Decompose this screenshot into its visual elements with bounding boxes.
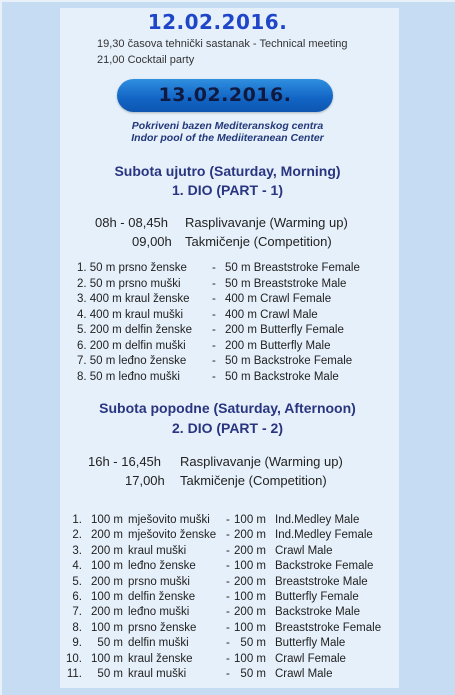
event-distance: 100 m (91, 652, 123, 665)
event-name-english: 400 m Crawl Female (225, 293, 332, 305)
event-distance: 100 m (91, 621, 123, 634)
event-name-local: delfin ženske (128, 591, 196, 603)
event-name-english: Breaststroke Female (275, 621, 382, 634)
event-number: 4. (72, 560, 82, 573)
event-distance-english: 100 m (234, 621, 266, 634)
event-name-local: mješovito muški (128, 514, 210, 526)
event-name-local: kraul muški (128, 668, 187, 680)
event-name-local: 6. 200 m delfin muški (77, 339, 186, 352)
part1-competition-time: 09,00h (132, 234, 172, 249)
event-separator: - (226, 560, 230, 573)
event-number: 1. (72, 514, 82, 526)
event-separator: - (226, 606, 230, 619)
event-distance-english: 200 m (234, 575, 266, 588)
event-separator: - (212, 370, 216, 383)
event-distance-english: 200 m (234, 606, 266, 619)
event-distance: 200 m (91, 575, 123, 588)
part1-warmup-label: Rasplivavanje (Warming up) (185, 215, 348, 230)
event-number: 5. (72, 575, 82, 588)
event-name-local: 2. 50 m prsno muški (77, 277, 181, 290)
event-name-english: Ind.Medley Female (275, 529, 373, 542)
event-distance-english: 100 m (234, 560, 266, 573)
event-distance: 200 m (91, 606, 123, 619)
date-heading-day1: 12.02.2016. (147, 10, 288, 34)
event-name-local: prsno muški (128, 575, 190, 588)
event-name-local: 8. 50 m leđno muški (77, 370, 180, 383)
event-number: 10. (66, 652, 82, 665)
event-name-english: 200 m Butterfly Female (225, 324, 344, 336)
event-name-english: Backstroke Male (275, 606, 361, 619)
event-number: 3. (72, 544, 82, 557)
cocktail-party-line: 21,00 Cocktail party (97, 54, 195, 66)
part2-session-heading: Subota popodne (Saturday, Afternoon) (99, 400, 356, 416)
event-name-local: leđno ženske (128, 560, 196, 573)
event-distance: 200 m (91, 529, 123, 542)
part2-warmup-time: 16h - 16,45h (88, 454, 162, 469)
event-distance-english: 200 m (234, 544, 266, 557)
part1-competition-label: Takmičenje (Competition) (185, 234, 332, 249)
event-name-english: Butterfly Female (275, 591, 359, 603)
event-number: 7. (72, 606, 82, 619)
event-number: 2. (72, 529, 82, 542)
event-number: 11. (66, 668, 82, 680)
event-distance-english: 100 m (234, 591, 266, 603)
event-name-english: 400 m Crawl Male (225, 308, 318, 321)
event-distance: 200 m (91, 544, 123, 557)
event-separator: - (212, 355, 216, 367)
event-separator: - (226, 591, 230, 603)
event-number: 6. (72, 591, 82, 603)
event-separator: - (226, 668, 230, 680)
event-separator: - (212, 324, 216, 336)
event-separator: - (226, 575, 230, 588)
event-distance: 100 m (91, 560, 123, 573)
event-name-local: leđno muški (128, 606, 190, 619)
event-name-english: Breaststroke Male (275, 575, 368, 588)
event-separator: - (226, 621, 230, 634)
event-separator: - (226, 652, 230, 665)
venue-line-local: Pokriveni bazen Mediteranskog centra (131, 120, 324, 132)
event-name-local: kraul ženske (128, 652, 193, 665)
event-distance-english: 200 m (234, 529, 266, 542)
event-name-english: Crawl Male (275, 668, 333, 680)
part2-title: 2. DIO (PART - 2) (172, 420, 283, 436)
event-name-local: 7. 50 m leđno ženske (77, 355, 187, 367)
part1-warmup-time: 08h - 08,45h (95, 215, 169, 230)
date-banner-day2 (117, 79, 333, 112)
event-distance: 100 m (91, 514, 123, 526)
event-name-english: 50 m Breaststroke Male (225, 277, 347, 290)
technical-meeting-line: 19,30 časova tehnički sastanak - Technical meeting (97, 38, 348, 50)
event-distance-english: 100 m (234, 652, 266, 665)
event-distance: 50 m (97, 668, 123, 680)
event-name-local: 3. 400 m kraul ženske (77, 293, 190, 305)
event-separator: - (212, 308, 216, 321)
event-name-local: delfin muški (128, 637, 189, 650)
event-name-english: Crawl Male (275, 544, 333, 557)
venue-line-english: Indor pool of the Mediiteranean Center (131, 132, 324, 144)
event-name-english: Crawl Female (275, 652, 346, 665)
event-separator: - (226, 544, 230, 557)
date-heading-day2: 13.02.2016. (158, 84, 292, 106)
event-distance-english: 50 m (240, 637, 266, 650)
event-number: 8. (72, 621, 82, 634)
event-name-english: Ind.Medley Male (275, 514, 360, 526)
event-separator: - (212, 339, 216, 352)
event-distance-english: 50 m (240, 668, 266, 680)
event-separator: - (212, 277, 216, 290)
event-number: 9. (72, 637, 82, 650)
event-name-local: 1. 50 m prsno ženske (77, 262, 187, 274)
event-name-local: kraul muški (128, 544, 187, 557)
event-separator: - (226, 514, 230, 526)
part1-session-heading: Subota ujutro (Saturday, Morning) (114, 163, 341, 179)
part2-warmup-label: Rasplivavanje (Warming up) (180, 454, 343, 469)
event-distance: 50 m (97, 637, 123, 650)
event-distance-english: 100 m (234, 514, 266, 526)
part2-competition-time: 17,00h (125, 473, 165, 488)
part1-title: 1. DIO (PART - 1) (172, 182, 283, 198)
event-name-local: 4. 400 m kraul muški (77, 308, 184, 321)
event-name-local: mješovito ženske (128, 529, 217, 542)
event-separator: - (226, 529, 230, 542)
part2-competition-label: Takmičenje (Competition) (180, 473, 327, 488)
event-name-local: prsno ženske (128, 621, 197, 634)
event-separator: - (212, 262, 216, 274)
event-separator: - (212, 293, 216, 305)
event-name-english: 50 m Breaststroke Female (225, 262, 360, 274)
event-name-english: 50 m Backstroke Female (225, 355, 353, 367)
event-name-local: 5. 200 m delfin ženske (77, 324, 193, 336)
event-name-english: 50 m Backstroke Male (225, 370, 339, 383)
event-separator: - (226, 637, 230, 650)
event-distance: 100 m (91, 591, 123, 603)
event-name-english: Butterfly Male (275, 637, 346, 650)
event-name-english: 200 m Butterfly Male (225, 339, 331, 352)
event-name-english: Backstroke Female (275, 560, 374, 573)
